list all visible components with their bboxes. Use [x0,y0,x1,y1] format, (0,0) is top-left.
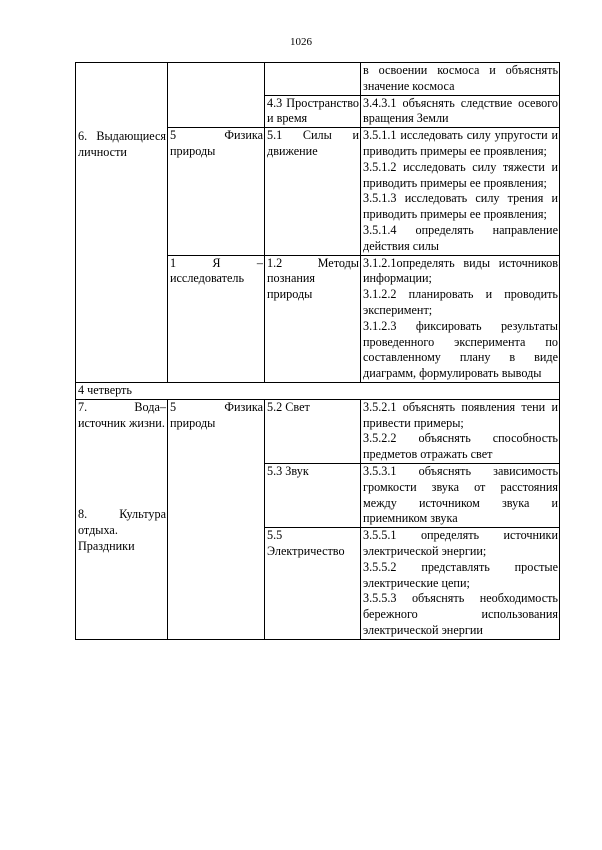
goal-cell [361,128,560,255]
goal-cell [361,528,560,640]
goal-item: 3.5.1.2 исследовать силу тяжести и приводить примеры ее проявления; [363,159,558,190]
curriculum-table [75,62,560,640]
goal-cell [361,399,560,463]
section-cell: 5 Физика природы [168,128,265,255]
table-row [76,63,560,96]
goal-item: 3.1.2.1определять виды источников информации; [363,255,558,286]
goal-cell: в освоении космоса и объяснять значение космоса [361,63,560,96]
goal-item: 3.5.5.1 определять источники электрической энергии; [363,528,558,558]
subsection-cell: 5.1 Силы и движение [265,128,361,255]
goal-item: 3.5.2.2 объяснять способность предметов отражать свет [363,431,558,462]
section-cell: 1 Я – исследователь [168,255,265,382]
page-number: 1026 [290,36,312,48]
goal-cell: 3.5.3.1 объяснять зависимость громкости звука от расстояния между источником звука и приемником звука [361,463,560,527]
subsection-cell: 5.3 Звук [265,463,361,527]
goal-item: 3.1.2.2 планировать и проводить эксперимент; [363,287,558,317]
topic-8-label: 8. Культура отдыха. Праздники [78,507,166,553]
goal-item: 3.5.5.2 представлять простые электрические цепи; [363,559,558,590]
topic-6-label: 6. Выдающиеся личности [78,129,166,159]
section-cell: 5 Физика природы [168,399,265,639]
goal-item: 3.5.1.4 определять направление действия силы [363,222,558,253]
subsection-cell [265,63,361,96]
section-cell [168,63,265,128]
quarter-heading: 4 четверть [76,382,560,399]
goal-item: 3.5.5.3 объяснять необходимость бережного использования электрической энергии [363,591,558,637]
goal-cell [361,255,560,382]
topic-7-label: 7. Вода– источник жизни. [78,399,166,430]
table-row [76,382,560,399]
goal-item: 3.5.1.3 исследовать силу трения и приводить примеры ее проявления; [363,191,558,222]
goal-cell: 3.4.3.1 объяснять следствие осевого вращения Земли [361,95,560,128]
goal-item: 3.1.2.3 фиксировать результаты проведенного эксперимента по составленному плану в виде диаграмм, формулировать выводы [363,318,558,381]
subsection-cell: 1.2 Методы познания природы [265,255,361,382]
goal-item: 3.5.1.1 исследовать силу упругости и приводить примеры ее проявления; [363,128,558,158]
topic-cell [76,399,168,639]
table-row [76,399,560,463]
subsection-cell: 5.5 Электричество [265,528,361,640]
subsection-cell: 4.3 Пространство и время [265,95,361,128]
goal-item: 3.5.2.1 объяснять появления тени и привести примеры; [363,399,558,430]
subsection-cell: 5.2 Свет [265,399,361,463]
topic-cell [76,63,168,383]
